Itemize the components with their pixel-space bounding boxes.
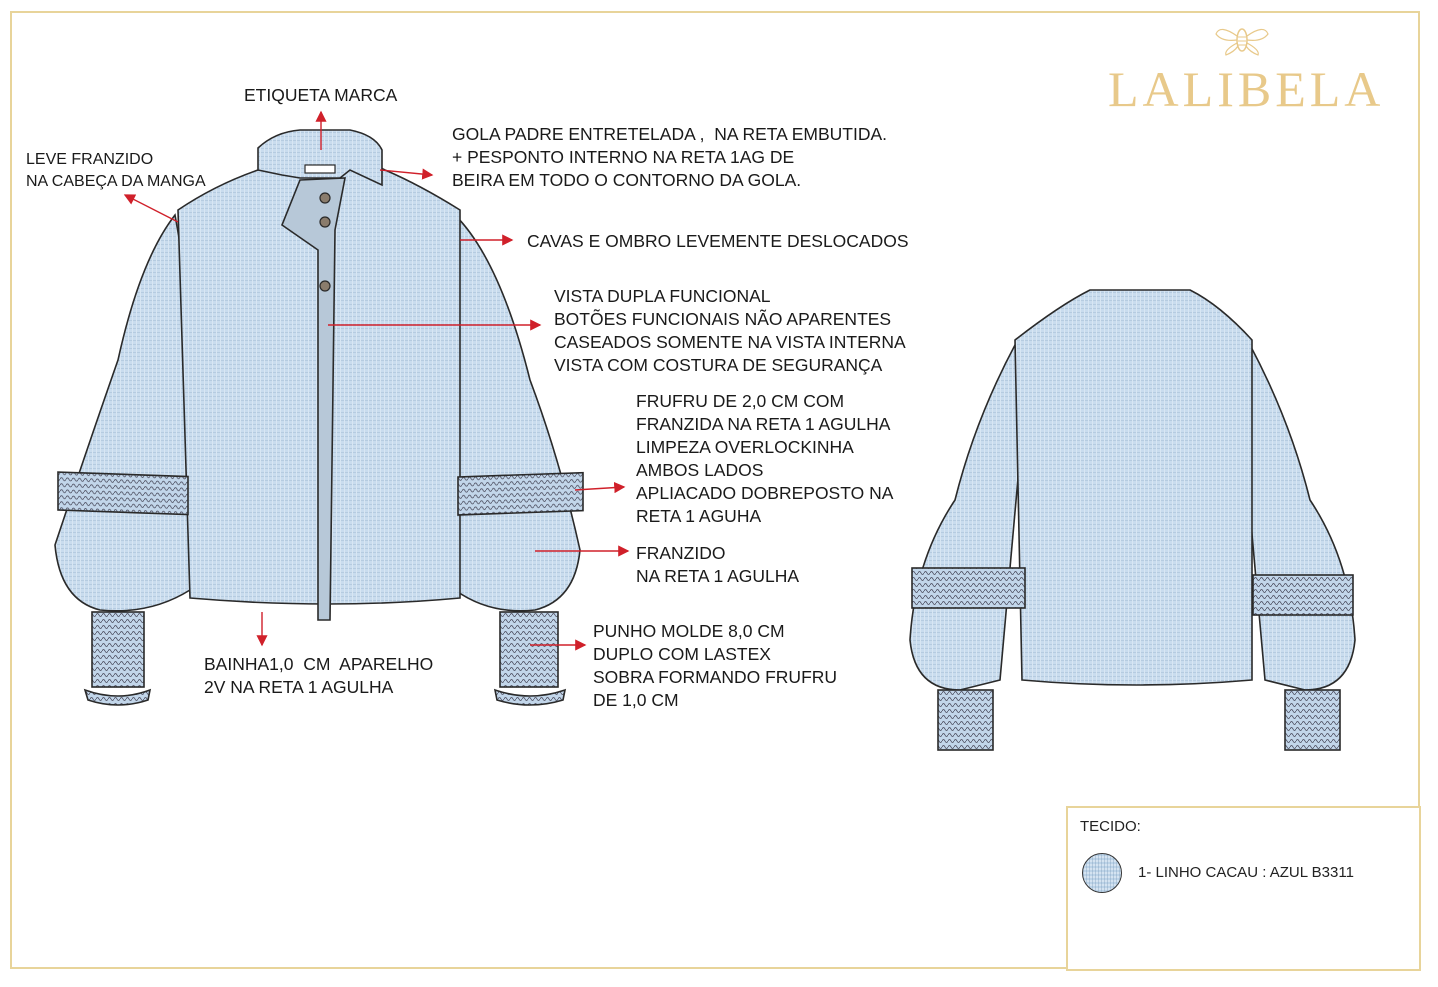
arrow-franzido-manga xyxy=(125,195,178,222)
note-bainha: BAINHA1,0 CM APARELHO 2V NA RETA 1 AGULHA xyxy=(204,654,434,697)
note-frufru: FRUFRU DE 2,0 CM COM FRANZIDA NA RETA 1 AGULHA LIMPEZA OVERLOCKINHA AMBOS LADOS APLIACADO DOBREPOSTO NA RETA 1 AGUHA xyxy=(636,391,894,526)
button xyxy=(320,193,330,203)
back-right-cuff xyxy=(1285,690,1340,750)
fabric-box xyxy=(1066,806,1421,971)
back-right-frufru xyxy=(1253,575,1353,615)
fabric-swatch xyxy=(1082,853,1122,893)
brand-label xyxy=(305,165,335,173)
fabric-title: TECIDO: xyxy=(1080,818,1141,835)
front-left-sleeve xyxy=(55,215,190,611)
front-garment xyxy=(55,130,583,705)
back-right-sleeve xyxy=(1240,345,1355,690)
note-gola: GOLA PADRE ENTRETELADA , NA RETA EMBUTIDA. + PESPONTO INTERNO NA RETA 1AG DE BEIRA EM TODO O CONTORNO DA GOLA. xyxy=(452,124,888,190)
note-vista: VISTA DUPLA FUNCIONAL BOTÕES FUNCIONAIS NÃO APARENTES CASEADOS SOMENTE NA VISTA INTERNA VISTA COM COSTURA DE SEGURANÇA xyxy=(554,286,906,375)
fabric-item-label: 1- LINHO CACAU : AZUL B3311 xyxy=(1138,864,1354,881)
note-cavas: CAVAS E OMBRO LEVEMENTE DESLOCADOS xyxy=(527,231,909,251)
note-franzido: FRANZIDO NA RETA 1 AGULHA xyxy=(636,543,800,586)
brand-logo: LALIBELA xyxy=(1108,61,1385,117)
back-body xyxy=(1015,290,1252,685)
front-right-frufru xyxy=(458,473,583,515)
button xyxy=(320,217,330,227)
button xyxy=(320,281,330,291)
note-punho: PUNHO MOLDE 8,0 CM DUPLO COM LASTEX SOBRA FORMANDO FRUFRU DE 1,0 CM xyxy=(593,621,838,710)
back-left-sleeve xyxy=(910,345,1025,690)
note-franzido-manga: LEVE FRANZIDO NA CABEÇA DA MANGA xyxy=(26,151,206,190)
note-etiqueta: ETIQUETA MARCA xyxy=(244,85,398,105)
back-left-frufru xyxy=(912,568,1025,608)
front-left-frufru xyxy=(58,472,188,515)
front-right-cuff xyxy=(500,612,558,687)
back-garment xyxy=(910,290,1355,750)
back-left-cuff xyxy=(938,690,993,750)
front-left-cuff xyxy=(92,612,144,687)
